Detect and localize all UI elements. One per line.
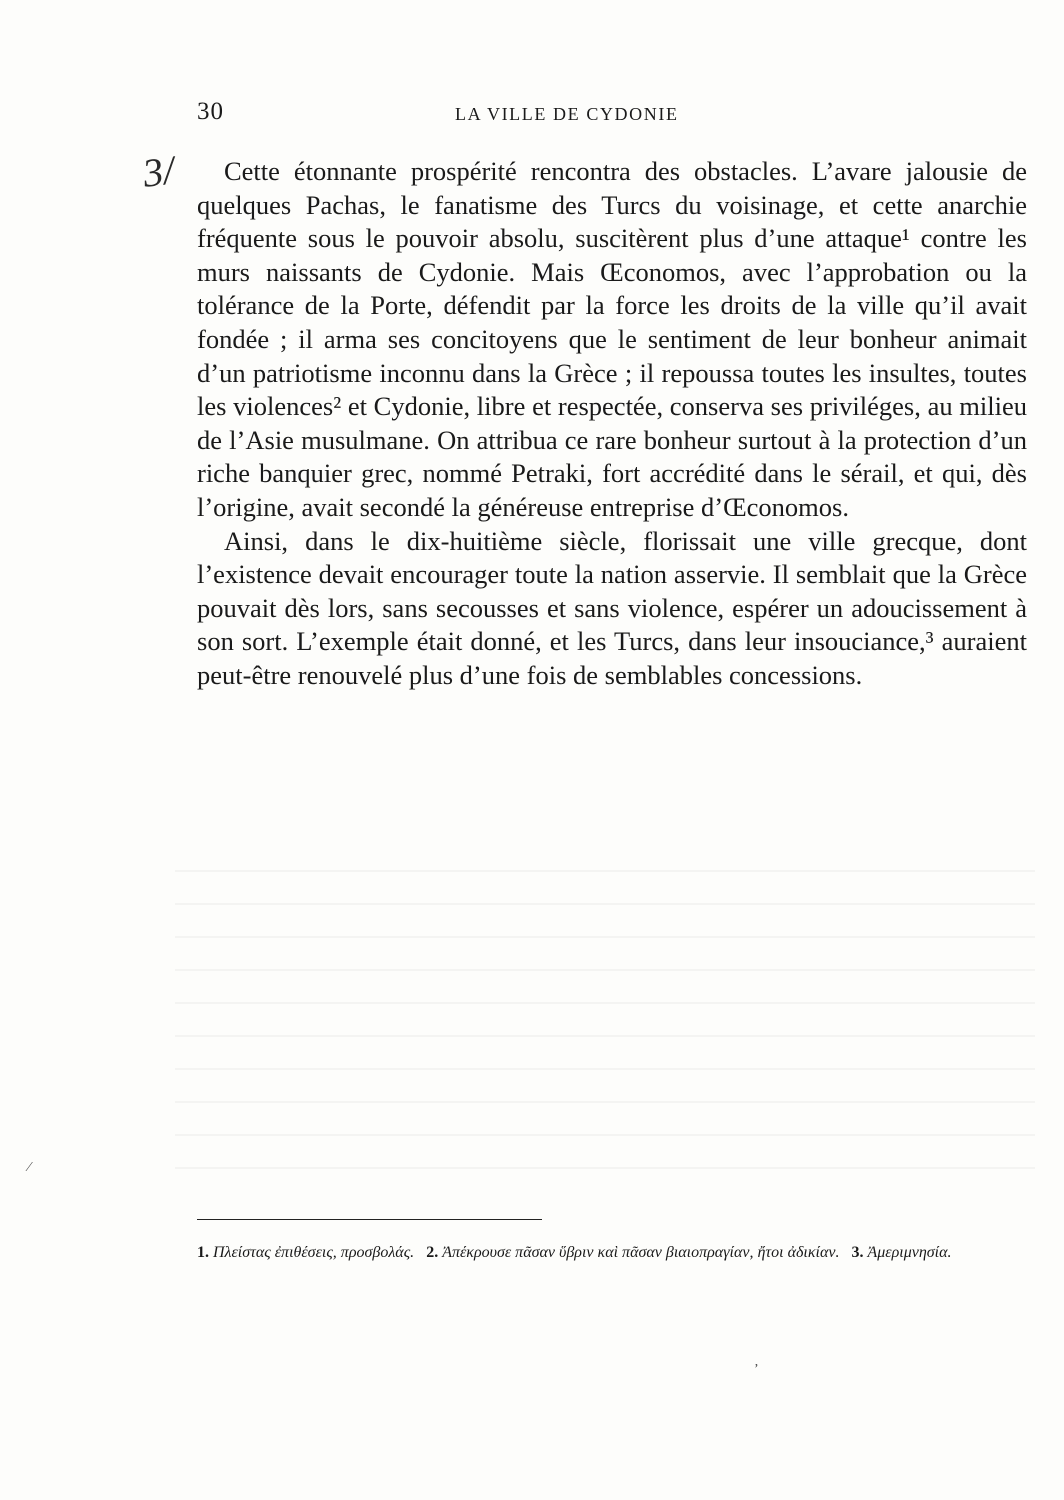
stray-ink-mark: ⁄ xyxy=(28,1160,31,1175)
footnote-divider xyxy=(197,1219,542,1220)
body-text xyxy=(197,155,1027,693)
footnote-text: Ἀμεριμνησία. xyxy=(867,1244,952,1261)
paragraph: Cette étonnante prospérité rencontra des obstacles. L’avare jalousie de quelques Pachas, le fanatisme des Turcs du voisinage, et cette anarchie fréquente sous le pouvoir absolu, suscitèrent plus d’une attaque¹ contre les murs naissants de Cydonie. Mais Œconomos, avec l’approbation ou la tolérance de la Porte, défendit par la force les droits de la ville qu’il avait fondée ; il arma ses concitoyens que le sentiment de leur bonheur animait d’un patriotisme inconnu dans la Grèce ; il repoussa toutes les insultes, toutes les violences² et Cydonie, libre et respectée, conserva ses priviléges, au milieu de l’Asie musulmane. On attribua ce rare bonheur surtout à la protection d’un riche banquier grec, nommé Petraki, fort accrédité dans le sérail, et qui, dès l’origine, avait secondé la généreuse entreprise d’Œconomos. xyxy=(197,156,1027,522)
handwritten-margin-note: 3/ xyxy=(140,147,178,196)
paragraph: Ainsi, dans le dix-huitième siècle, florissait une ville grecque, dont l’existence devait encourager toute la nation asservie. Il semblait que la Grèce pouvait dès lors, sans secousses et sans violence, espérer un adoucissement à son sort. L’exemple était donné, et les Turcs, dans leur insouciance,³ auraient peut-être renouvelé plus d’une fois de semblables concessions. xyxy=(197,525,1027,690)
bleed-through-shadow xyxy=(175,870,1035,1200)
footnote-number: 3. xyxy=(851,1244,864,1261)
footnote-number: 2. xyxy=(426,1244,439,1261)
running-title: LA VILLE DE CYDONIE xyxy=(455,104,679,124)
footnote-text: Ἀπέκρουσε πᾶσαν ὕβριν καὶ πᾶσαν βιαιοπραγίαν, ἤτοι ἀδικίαν. xyxy=(442,1244,840,1261)
footnote-number: 1. xyxy=(197,1244,209,1261)
page-number: 30 xyxy=(197,98,224,125)
footnote-text: Πλείστας ἐπιθέσεις, προσβολάς. xyxy=(213,1244,415,1261)
footnotes xyxy=(197,1240,1027,1265)
stray-ink-mark: ʼ xyxy=(754,1362,759,1377)
